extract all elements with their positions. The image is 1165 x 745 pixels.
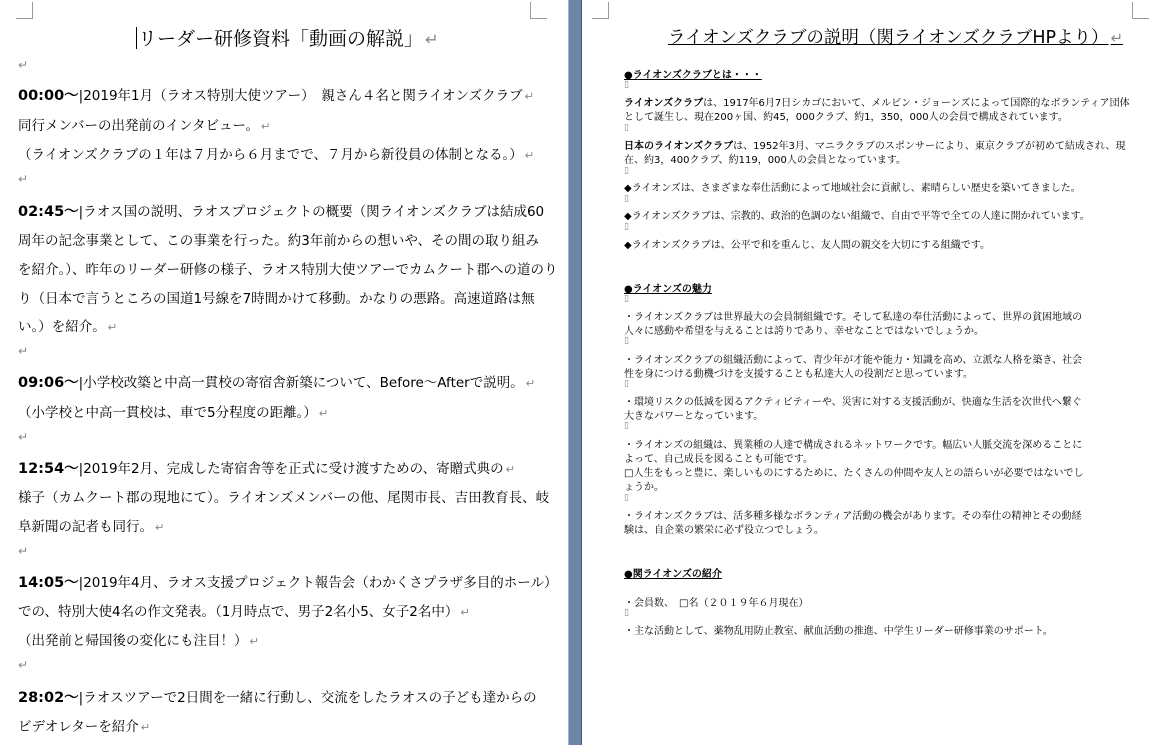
- entry-1-line-1: 周年の記念事業として、この事業を行った。約3年前からの想いや、その間の取り組み: [18, 233, 540, 249]
- left-page-title: リーダー研修資料「動画の解説」 ↵: [138, 28, 439, 50]
- entry-4-line-2: （出発前と帰国後の変化にも注目！） ↵: [18, 633, 260, 649]
- empty-line: ▯: [624, 608, 629, 618]
- paragraph-mark: ↵: [18, 430, 29, 444]
- entry-4-line-0: 14:05〜|2019年4月、ラオス支援プロジェクト報告会（わかくさプラザ多目的ホール）: [18, 575, 558, 591]
- paragraph-mark: ↵: [18, 544, 29, 558]
- text-cursor: [136, 27, 137, 49]
- about-para-1-line-2: として誕生し、現在200ヶ国、約45，000クラブ、約1，350，000人の会員で構成されています。: [624, 112, 1068, 123]
- appeal-para-3-line-2: 大きなパワーとなっています。: [624, 411, 764, 422]
- empty-line: ▯: [624, 80, 629, 90]
- entry-1-line-2: を紹介。）、昨年のリーダー研修の様子、ラオス特別大使ツアーでカムクート郡への道のり: [18, 262, 558, 278]
- intro-line-1: ・会員数、 □名（２０１９年６月現在）: [624, 598, 809, 609]
- empty-line: ▯: [624, 222, 629, 232]
- appeal-para-1-line-1: ・ライオンズクラブは世界最大の会員制組織です。そして私達の奉仕活動によって、世界の貧困地域の: [624, 312, 1083, 323]
- entry-3-line-1: 様子（カムクート郡の現地にて）。ライオンズメンバーの他、尾関市長、吉田教育長、岐: [18, 490, 550, 506]
- timestamp: 28:02〜: [18, 690, 79, 706]
- empty-line: ▯: [624, 123, 629, 133]
- section-heading-about: ●ライオンズクラブとは・・・: [624, 70, 762, 81]
- empty-line: ▯: [624, 166, 629, 176]
- crop-mark-top-left: [592, 2, 609, 19]
- appeal-para-4-line-3: □人生をもっと豊に、楽しいものにするために、たくさんの仲間や友人との語らいが必要ではないでし: [624, 468, 1084, 479]
- entry-0-line-1: 同行メンバーの出発前のインタビュー。 ↵: [18, 118, 271, 134]
- about-para-2-line-2: 在、約3，400クラブ、約119，000人の会員となっています。: [624, 155, 907, 166]
- about-bullet-1: ◆ライオンズは、さまざまな奉仕活動によって地域社会に貢献し、素晴らしい歴史を築いてきました。: [624, 183, 1081, 194]
- appeal-para-4-line-4: ょうか。: [624, 482, 664, 493]
- entry-1-line-0: 02:45〜|ラオス国の説明、ラオスプロジェクトの概要（関ライオンズクラブは結成60: [18, 204, 545, 220]
- entry-1-line-4: い。）を紹介。 ↵: [18, 319, 118, 335]
- entry-5-line-0: 28:02〜|ラオスツアーで2日間を一緒に行動し、交流をしたラオスの子ども達からの: [18, 690, 537, 706]
- about-para-2-line-1: 日本のライオンズクラブは、1952年3月、マニラクラブのスポンサーにより、東京クラブが初めて結成され、現: [624, 141, 1126, 152]
- appeal-para-5-line-1: ・ライオンズクラブは、活多種多様なボランティア活動の機会があります。その奉仕の精神とその動経: [624, 511, 1082, 522]
- entry-4-line-1: での、特別大使4名の作文発表。（1月時点で、男子2名小5、女子2名中） ↵: [18, 604, 471, 620]
- crop-mark-top-right: [530, 2, 547, 19]
- paragraph-mark: ↵: [18, 658, 29, 672]
- appeal-para-2-line-1: ・ライオンズクラブの組織活動によって、青少年が才能や能力・知識を高め、立派な人格を築き、社会: [624, 355, 1083, 366]
- entry-3-line-0: 12:54〜|2019年2月、完成した寄宿舎等を正式に受け渡すための、寄贈式典の ↵: [18, 461, 516, 477]
- section-heading-intro: ●関ライオンズの紹介: [624, 569, 722, 580]
- entry-2-line-0: 09:06〜|小学校改築と中高一貫校の寄宿舎新築について、Before〜Afterで説明。 ↵: [18, 375, 536, 391]
- paragraph-mark: ↵: [18, 172, 29, 186]
- crop-mark-top-left: [16, 2, 33, 19]
- entry-2-line-1: （小学校と中高一貫校は、車で5分程度の距離。） ↵: [18, 405, 329, 421]
- about-para-1-line-1: ライオンズクラブは、1917年6月7日シカゴにおいて、メルビン・ジョーンズによって国際的なボランティア団体: [624, 98, 1130, 109]
- empty-line: ▯: [624, 194, 629, 204]
- right-document-page[interactable]: [582, 0, 1165, 745]
- entry-0-line-0: 00:00〜|2019年1月（ラオス特別大使ツアー） 親さん４名と関ライオンズクラブ ↵: [18, 88, 535, 104]
- appeal-para-5-line-2: 験は、自企業の繁栄に必ず役立つでしょう。: [624, 525, 824, 536]
- paragraph-mark: ↵: [18, 344, 29, 358]
- about-bullet-2: ◆ライオンズクラブは、宗教的、政治的色調のない組織で、自由で平等で全ての人達に開かれています。: [624, 211, 1090, 222]
- page-gutter: [568, 0, 582, 745]
- empty-line: ▯: [624, 294, 629, 304]
- left-document-page[interactable]: [0, 0, 568, 745]
- empty-line: ▯: [624, 336, 629, 346]
- appeal-para-2-line-2: 性を身につける動機づけを支援することも私達大人の役割だと思っています。: [624, 369, 973, 380]
- empty-line: ▯: [624, 379, 629, 389]
- appeal-para-4-line-1: ・ライオンズの組織は、異業種の人達で構成されるネットワークです。幅広い人脈交流を深めることに: [624, 440, 1083, 451]
- appeal-para-3-line-1: ・環境リスクの低減を図るアクティビティーや、災害に対する支援活動が、快適な生活を次世代へ繋ぐ: [624, 397, 1082, 408]
- entry-0-line-2: （ライオンズクラブの１年は７月から６月までで、７月から新役員の体制となる。） ↵: [18, 147, 535, 163]
- appeal-para-4-line-2: よって、自己成長を図ることも可能です。: [624, 454, 813, 465]
- empty-line: ▯: [624, 493, 629, 503]
- empty-line: ▯: [624, 421, 629, 431]
- timestamp: 12:54〜: [18, 461, 79, 477]
- timestamp: 02:45〜: [18, 204, 79, 220]
- right-page-title: ライオンズクラブの説明（関ライオンズクラブHPより） ↵: [668, 28, 1124, 48]
- section-heading-appeal: ●ライオンズの魅力: [624, 284, 712, 295]
- entry-1-line-3: り（日本で言うところの国道1号線を7時間かけて移動。かなりの悪路。高速道路は無: [18, 291, 535, 307]
- intro-line-2: ・主な活動として、薬物乱用防止教室、献血活動の推進、中学生リーダー研修事業のサポート。: [624, 626, 1053, 637]
- entry-5-line-1: ビデオレターを紹介 ↵: [18, 719, 151, 735]
- crop-mark-top-right: [1132, 2, 1149, 19]
- appeal-para-1-line-2: 人々に感動や希望を与えることは誇りであり、幸せなことではないでしょうか。: [624, 326, 984, 337]
- timestamp: 09:06〜: [18, 375, 79, 391]
- paragraph-mark: ↵: [18, 58, 29, 72]
- timestamp: 00:00〜: [18, 88, 79, 104]
- entry-3-line-2: 阜新聞の記者も同行。 ↵: [18, 519, 165, 535]
- about-bullet-3: ◆ライオンズクラブは、公平で和を重んじ、友人間の親交を大切にする組織です。: [624, 240, 990, 251]
- timestamp: 14:05〜: [18, 575, 79, 591]
